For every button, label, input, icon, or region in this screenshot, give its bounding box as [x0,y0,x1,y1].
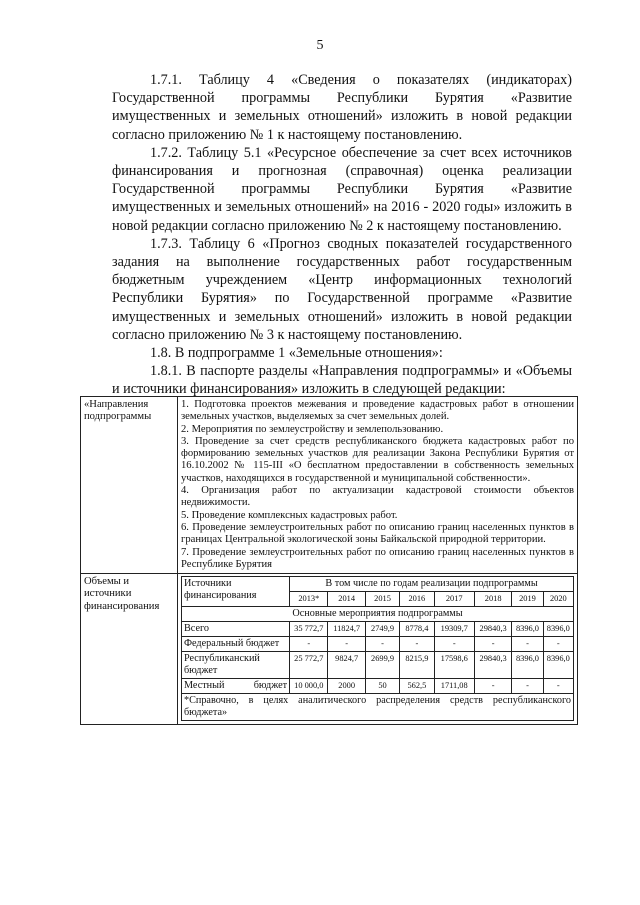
row-label: Местный бюджет [182,679,290,694]
direction-item: 4. Организация работ по актуализации кадастровой стоимости объектов недвижимости. [181,485,574,509]
table-row [182,637,574,652]
body-text [112,71,572,399]
value-cell: - [512,637,543,652]
value-cell: 29840,3 [474,652,511,679]
year-cell: 2019 [512,592,543,607]
paragraph-1-8: 1.8. В подпрограмме 1 «Земельные отношения»: [150,345,443,362]
row-label: Всего [182,622,290,637]
value-cell: 562,5 [400,679,434,694]
directions-row [81,397,578,574]
value-cell: - [434,637,474,652]
year-cell: 2018 [474,592,511,607]
page-number: 5 [316,38,324,53]
value-cell: - [365,637,399,652]
value-cell: 1711,08 [434,679,474,694]
financing-row [81,574,578,725]
row-label: Федеральный бюджет [182,637,290,652]
value-cell: 8215,9 [400,652,434,679]
year-cell: 2020 [543,592,573,607]
financing-cell [178,574,578,725]
value-cell: - [328,637,365,652]
value-cell: 19309,7 [434,622,474,637]
direction-item: 3. Проведение за счет средств республиканского бюджета кадастровых работ по формированию земельных участков для реализации Закона Республики Бурятия от 16.10.2002 № 115-III «О бесплатном предоставлении в собственность земельных участков, находящихся в государственной и муниципальной собственности». [181,435,574,484]
value-cell: - [400,637,434,652]
direction-item: 2. Мероприятия по землеустройству и землепользованию. [181,423,444,435]
value-cell: - [474,679,511,694]
years-header: В том числе по годам реализации подпрограммы [290,577,574,592]
year-cell: 2015 [365,592,399,607]
value-cell: 11824,7 [328,622,365,637]
directions-list [178,397,578,574]
footnote: *Справочно, в целях аналитического распределения средств республиканского бюджета» [182,694,574,721]
value-cell: 35 772,7 [290,622,328,637]
value-cell: 2749,9 [365,622,399,637]
value-cell: 10 000,0 [290,679,328,694]
year-cell: 2016 [400,592,434,607]
row-label: Республиканский бюджет [182,652,290,679]
value-cell: 8778,4 [400,622,434,637]
value-cell: - [512,679,543,694]
paragraph-1-7-2: 1.7.2. Таблицу 5.1 «Ресурсное обеспечение за счет всех источников финансирования и прогнозная (справочная) оценка реализации Государственной программы Республики Бурятия «Развитие имущественных и земельных отношений» на 2016 - 2020 годы» изложить в новой редакции согласно приложению № 2 к настоящему постановлению. [112,144,572,234]
year-cell: 2017 [434,592,474,607]
value-cell: 17598,6 [434,652,474,679]
year-cell: 2014 [328,592,365,607]
value-cell: 8396,0 [512,622,543,637]
direction-item: 1. Подготовка проектов межевания и проведение кадастровых работ в отношении земельных участков, выделяемых за счет земельных долей. [181,399,574,423]
sources-header: Источники финансирования [182,577,290,607]
value-cell: 2000 [328,679,365,694]
value-cell: - [543,637,573,652]
paragraph-1-7-3: 1.7.3. Таблицу 6 «Прогноз сводных показателей государственного задания на выполнение государственных работ государственным бюджетным учреждением «Центр информационных технологий Республики Бурятия» по Государственной программе «Развитие имущественных и земельных отношений» изложить в новой редакции согласно приложению № 3 к настоящему постановлению. [112,235,572,343]
table-row [182,622,574,637]
financing-table [181,576,574,721]
direction-item: 7. Проведение землеустроительных работ по описанию границ населенных пунктов в Республике Бурятия [181,546,574,570]
value-cell: - [474,637,511,652]
value-cell: 8396,0 [543,652,573,679]
table-row [182,652,574,679]
value-cell: - [543,679,573,694]
direction-item: 6. Проведение землеустроительных работ по описанию границ населенных пунктов в границах Центральной экологической зоны Байкальской природной территории. [181,521,574,546]
value-cell: 8396,0 [512,652,543,679]
value-cell: 2699,9 [365,652,399,679]
year-cell: 2013* [290,592,328,607]
direction-item: 5. Проведение комплексных кадастровых работ. [181,509,398,521]
value-cell: 9824,7 [328,652,365,679]
value-cell: - [290,637,328,652]
paragraph-1-7-1: 1.7.1. Таблицу 4 «Сведения о показателях (индикаторах) Государственной программы Республики Бурятия «Развитие имущественных и земельных отношений» изложить в новой редакции согласно приложению № 1 к настоящему постановлению. [112,72,572,143]
value-cell: 8396,0 [543,622,573,637]
table-row [182,679,574,694]
passport-table [80,396,578,725]
directions-label: «Направления подпрограммы [81,397,178,574]
value-cell: 25 772,7 [290,652,328,679]
financing-label: Объемы и источники финансирования [81,574,178,725]
paragraph-1-8-1: 1.8.1. В паспорте разделы «Направления подпрограммы» и «Объемы и источники финансирования» изложить в следующей редакции: [112,363,572,398]
main-activities-header: Основные мероприятия подпрограммы [182,607,574,622]
value-cell: 29840,3 [474,622,511,637]
value-cell: 50 [365,679,399,694]
